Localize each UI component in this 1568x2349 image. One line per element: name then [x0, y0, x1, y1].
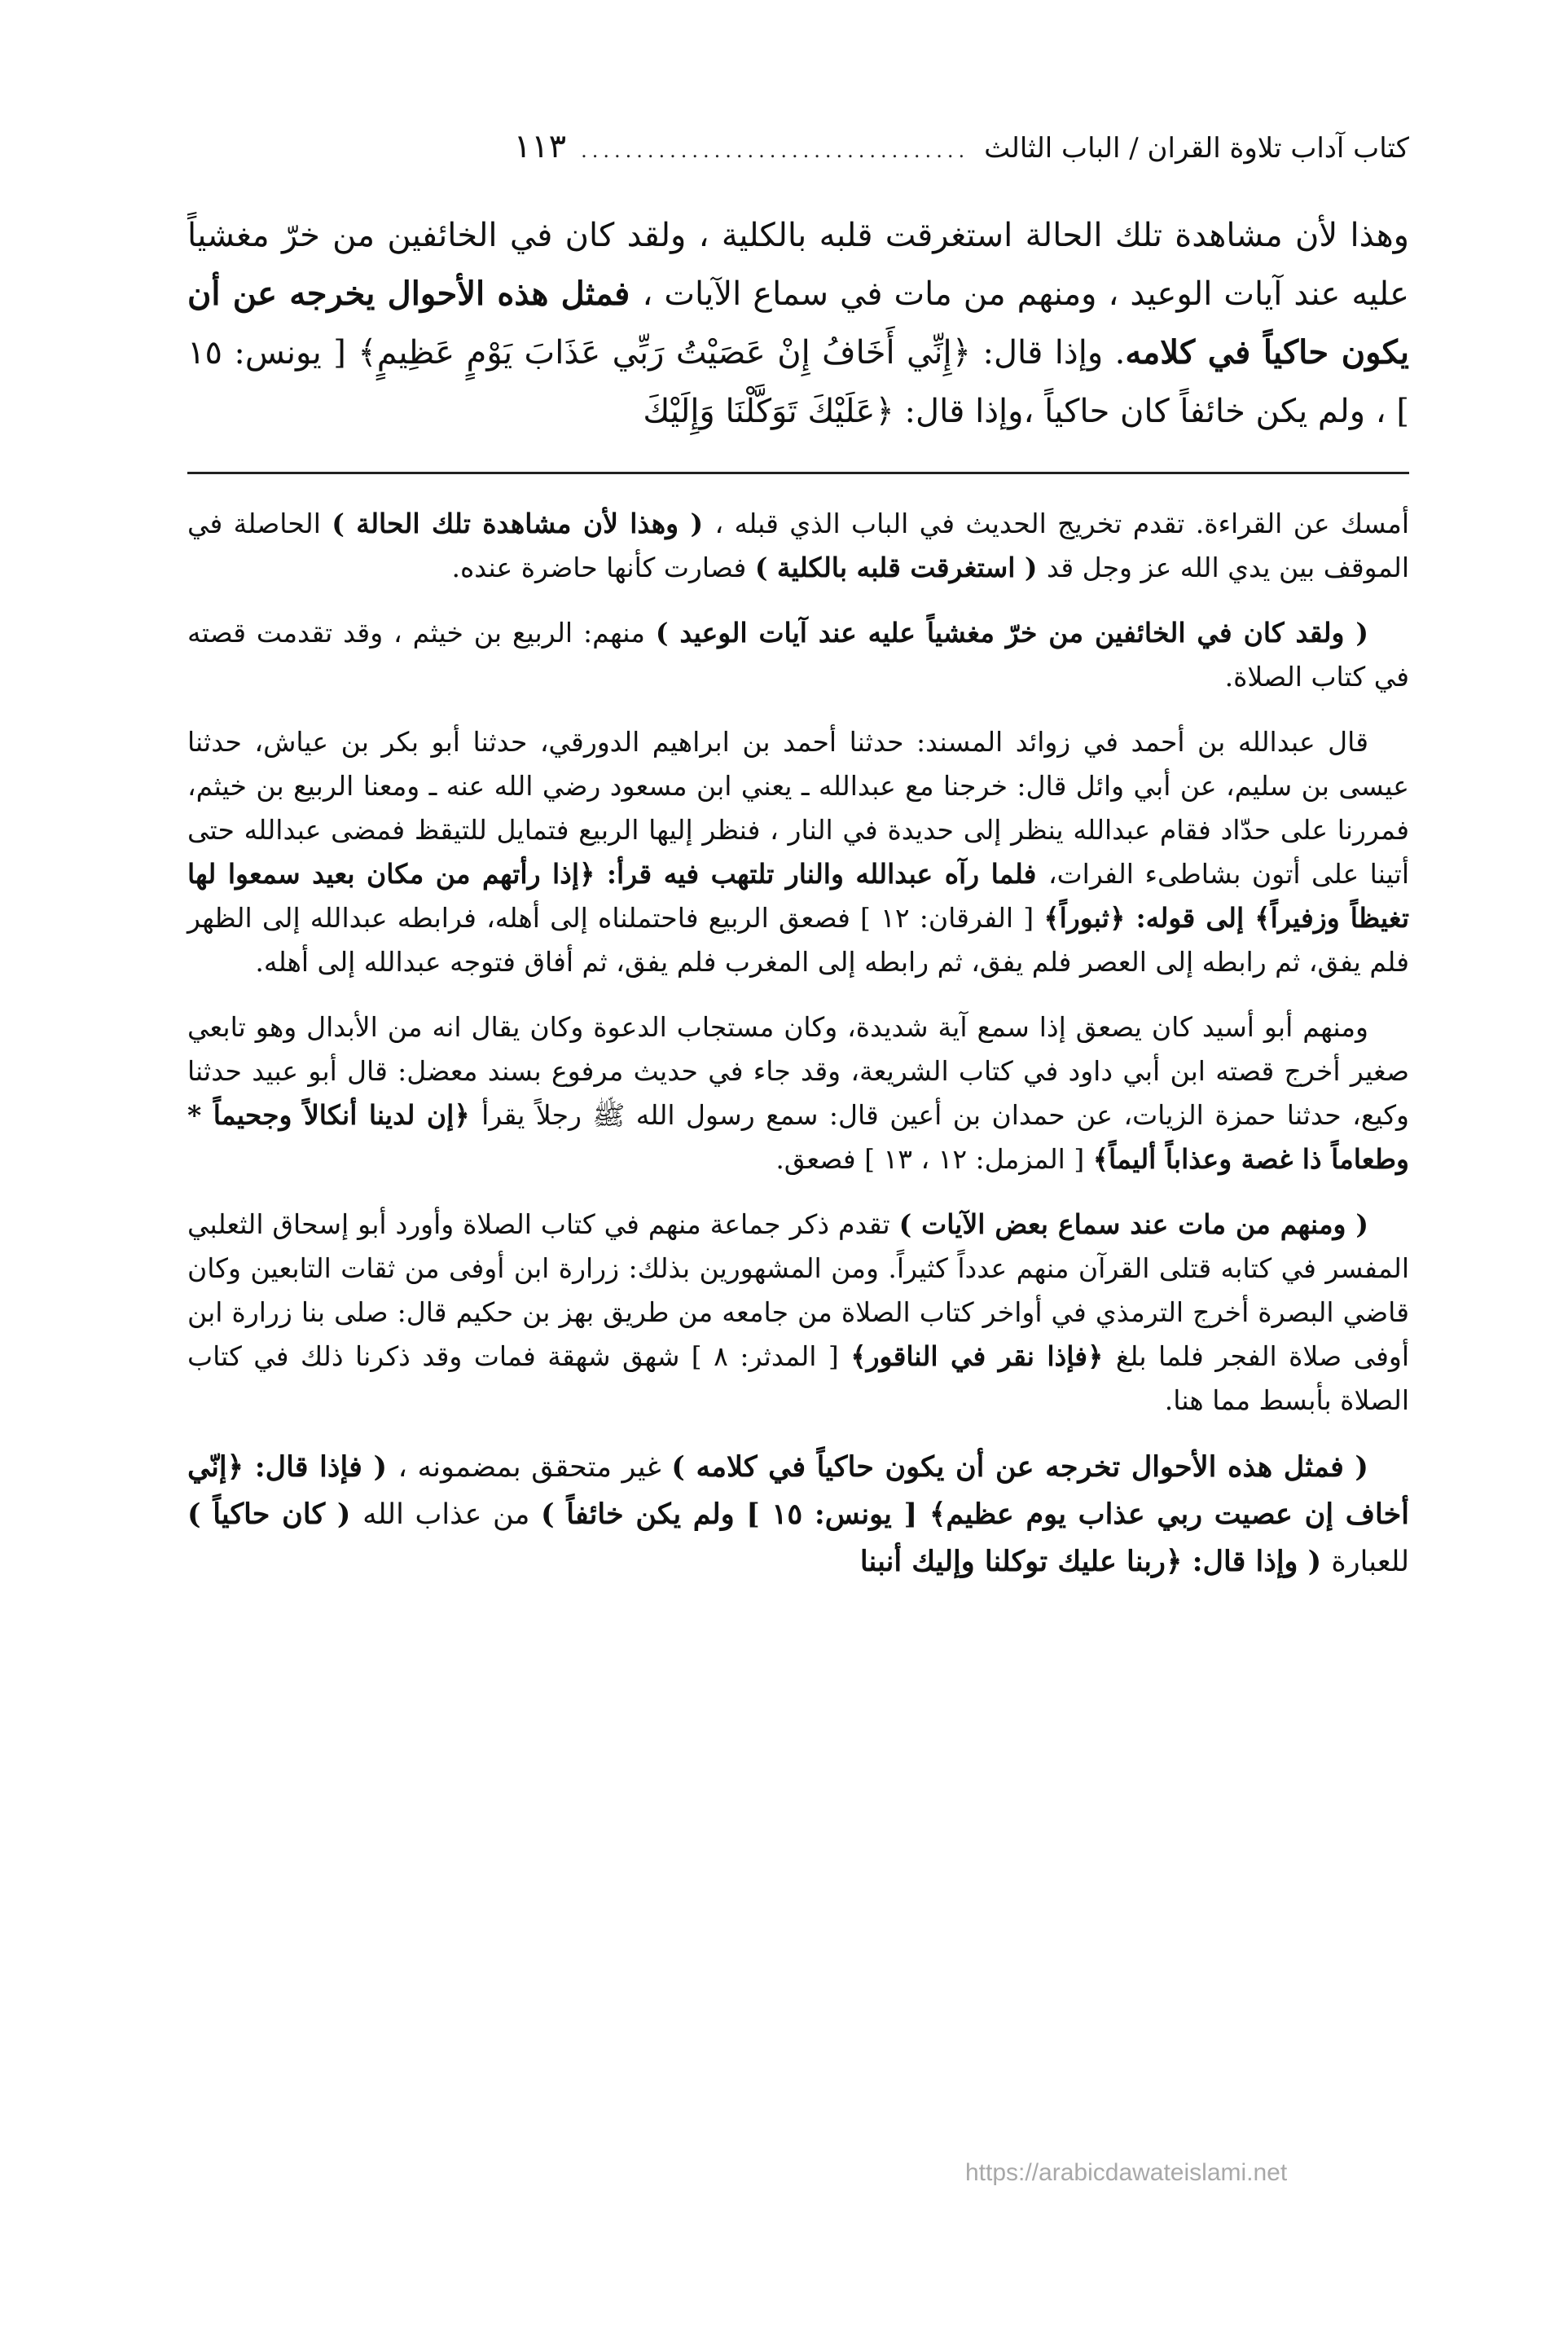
page-number: ١١٣ [513, 128, 567, 165]
watermark-url: https://arabicdawateislami.net [965, 2159, 1288, 2186]
main-paragraph [187, 206, 1409, 441]
text-run: الحاصلة في الموقف بين يدي الله عز وجل قد [187, 508, 1409, 583]
commentary [187, 502, 1409, 1586]
quran-verse: ﴿إذا رأتهم من مكان بعيد سمعوا لها تغيظاً وزفيراً﴾ إلى قوله: ﴿ثبوراً﴾ [187, 858, 1409, 934]
quoted-matn: ( وإذا قال: ﴿ربنا عليك توكلنا وإليك أنبنا [859, 1545, 1332, 1578]
text-run: ومنهم أبو أسيد كان يصعق إذا سمع آية شديدة، وكان مستجاب الدعوة وكان يقال انه من الأبدال وهو تابعي صغير أخرج قصته ابن أبي داود في كتاب الشريعة، وقد جاء في حديث مرفوع بسند معضل: قال أبو عبيد حدثنا وكيع، حدثنا حمزة الزيات، عن حمدان بن أعين قال: سمع رسول الله ﷺ رجلاً يقرأ [187, 1011, 1409, 1131]
header-title: كتاب آداب تلاوة القران / الباب الثالث [984, 132, 1409, 165]
commentary-paragraph [187, 720, 1409, 984]
commentary-paragraph [187, 1203, 1409, 1423]
commentary-paragraph [187, 1005, 1409, 1181]
commentary-paragraph [187, 1444, 1409, 1586]
header-leader-dots: ................................... [581, 139, 970, 162]
text-run: من عذاب الله [362, 1498, 542, 1531]
text-run: [ الفرقان: ١٢ ] فصعق الربيع فاحتملناه إلى أهله، فرابطه عبدالله إلى الظهر فلم يفق، ثم رابطه إلى العصر فلم يفق، ثم رابطه إلى المغرب فلم يفق، ثم أفاق فتوجه عبدالله إلى أهله. [187, 902, 1409, 978]
quoted-matn: ( وهذا لأن مشاهدة تلك الحالة ) [332, 508, 715, 539]
text-run: أمسك عن القراءة. تقدم تخريج الحديث في الباب الذي قبله ، [714, 508, 1409, 539]
main-text-part: . وإذا قال: ﴿إِنِّي أَخَافُ إِنْ عَصَيْتُ رَبِّي عَذَابَ يَوْمٍ عَظِيمٍ﴾ [ يونس: ١٥ ] ، ولم يكن خائفاً كان حاكياً ،وإذا قال: ﴿عَلَيْكَ تَوَكَّلْنَا وَإِلَيْكَ [187, 334, 1409, 430]
text-run: غير متحقق بمضمونه ، [397, 1451, 672, 1484]
footnote-divider [187, 472, 1409, 474]
text-run: [ المزمل: ١٢ ، ١٣ ] فصعق. [775, 1143, 1093, 1175]
quran-verse: ﴿إن لدينا أنكالاً وجحيماً * وطعاماً ذا غصة وعذاباً أليماً﴾ [187, 1099, 1409, 1175]
commentary-paragraph [187, 502, 1409, 590]
quran-verse: ﴿فإذا نقر في الناقور﴾ [850, 1340, 1116, 1372]
running-header [187, 122, 1409, 175]
commentary-paragraph [187, 611, 1409, 699]
quoted-matn: ( فمثل هذه الأحوال تخرجه عن أن يكون حاكياً في كلامه ) [671, 1450, 1368, 1484]
text-run: منهم: الربيع بن خيثم ، وقد تقدمت قصته في كتاب الصلاة. [187, 617, 1409, 693]
book-page [187, 122, 1409, 2281]
text-run: تقدم ذكر جماعة منهم في كتاب الصلاة وأورد أبو إسحاق الثعلبي المفسر في كتابه قتلى القرآن منهم عدداً كثيراً. ومن المشهورين بذلك: زرارة ابن أوفى من ثقات التابعين وكان قاضي البصرة أخرج الترمذي في أواخر كتاب الصلاة من جامعه من طريق بهز بن حكيم قال: صلى بنا زرارة ابن أوفى صلاة الفجر فلما بلغ [187, 1208, 1409, 1372]
quoted-matn: ( ولقد كان في الخائفين من خرّ مغشياً عليه عند آيات الوعيد ) [655, 617, 1368, 649]
text-run: [ المدثر: ٨ ] شهق شهقة فمات وقد ذكرنا ذلك في كتاب الصلاة بأبسط مما هنا. [187, 1340, 1409, 1416]
main-text [187, 206, 1409, 441]
quoted-matn: ( ومنهم من مات عند سماع بعض الآيات ) [898, 1208, 1369, 1240]
quoted-matn: ( كان حاكياً ) [187, 1498, 363, 1531]
main-text-bold: فمثل هذه الأحوال يخرجه عن أن يكون حاكياً في كلامه [187, 275, 1410, 372]
text-run: قال عبدالله بن أحمد في زوائد المسند: حدثنا أحمد بن ابراهيم الدورقي، حدثنا أبو بكر بن عياش، حدثنا عيسى بن سليم، عن أبي وائل قال: خرجنا مع عبدالله ـ يعني ابن مسعود رضي الله عنه ـ ومعنا الربيع بن خيثم، فمررنا على حدّاد فقام عبدالله ينظر إلى حديدة في النار ، فنظر إليها الربيع فتمايل للتيقظ فمضى عبدالله حتى أتينا على أتون بشاطىء الفرات، [187, 726, 1410, 890]
quoted-matn: ( استغرقت قلبه بالكلية ) [754, 552, 1048, 583]
bold-run: فلما رآه عبدالله والنار تلتهب فيه قرأ: [606, 858, 1048, 890]
text-run: فصارت كأنها حاضرة عنده. [451, 552, 755, 583]
main-text-part: وهذا لأن مشاهدة تلك الحالة استغرقت قلبه بالكلية ، ولقد كان في الخائفين من خرّ مغشياً عليه عند آيات الوعيد ، ومنهم من مات في سماع الآيات ، [187, 217, 1409, 313]
text-run: للعبارة [1331, 1546, 1409, 1578]
quoted-matn: ( فإذا قال: ﴿إنّي أخاف إن عصيت ربي عذاب يوم عظيم﴾ [ يونس: ١٥ ] ولم يكن خائفاً ) [187, 1450, 1410, 1531]
